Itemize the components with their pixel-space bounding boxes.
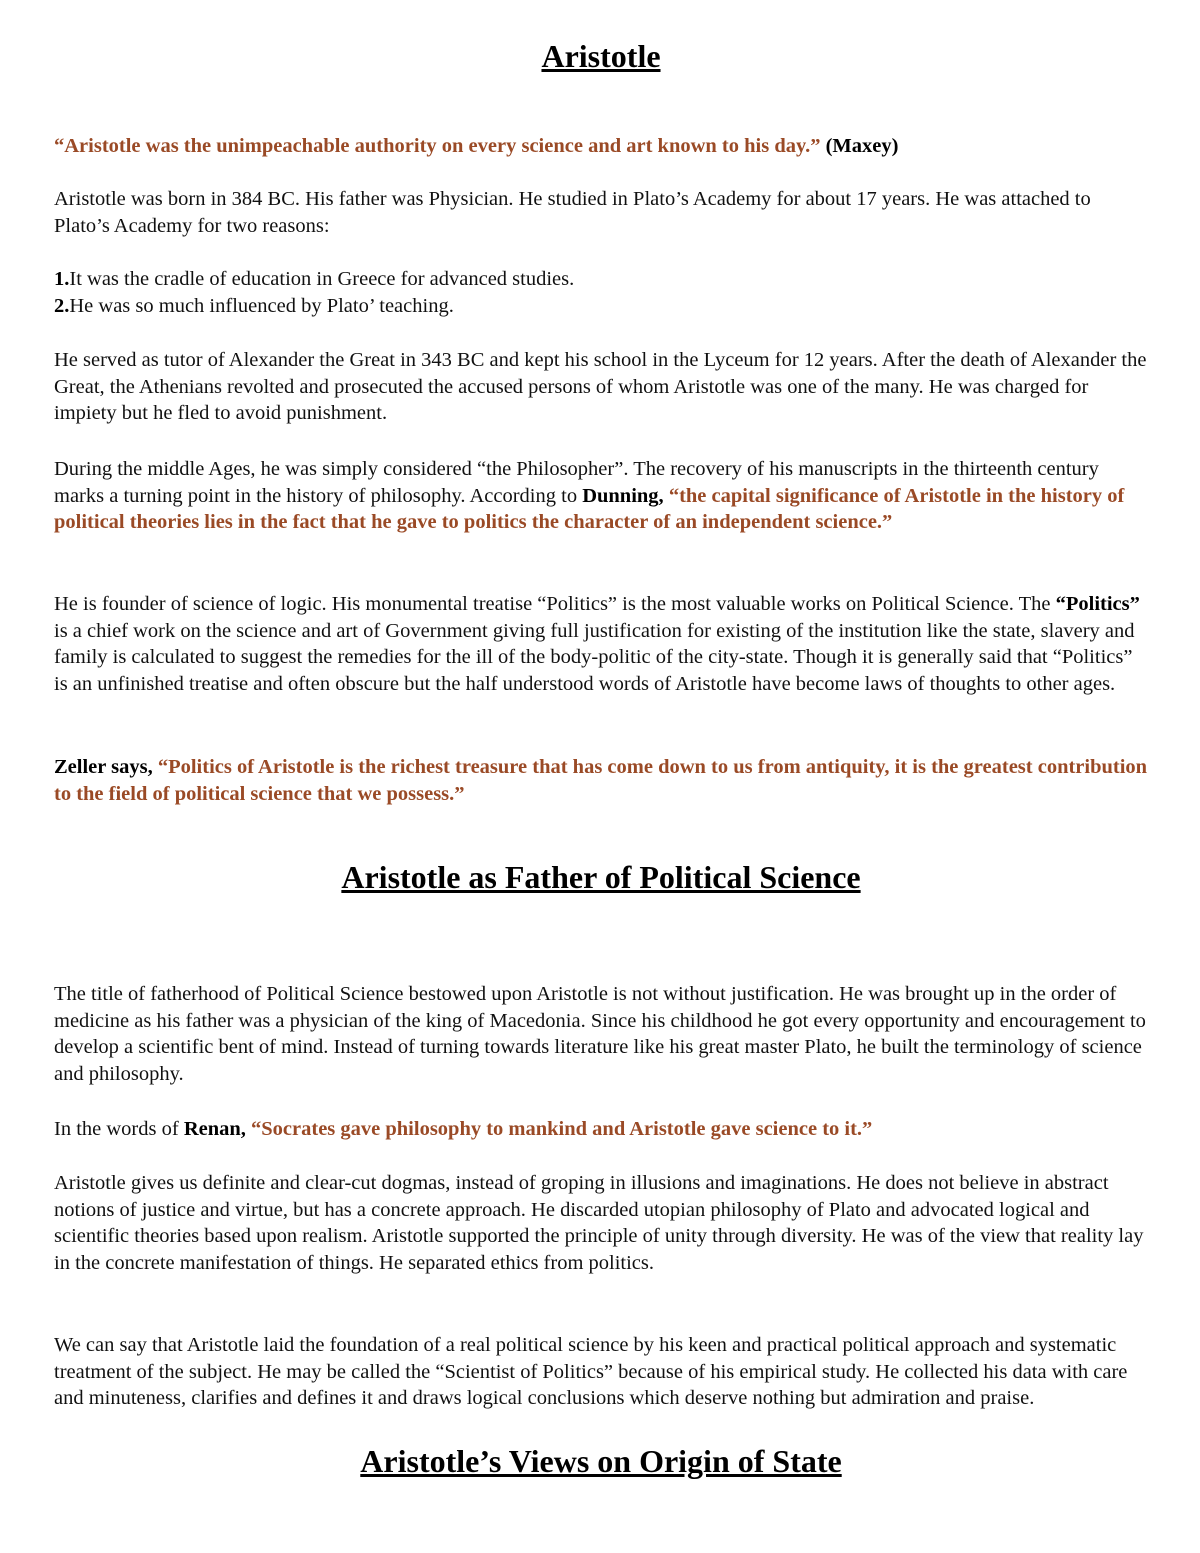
- foundation-paragraph: We can say that Aristotle laid the foundation of a real political science by his keen and practical political approach and systematic treatment of the subject. He may be called the “Scientist of Politics” because of his empirical study. He collected his data with care and minuteness, clarifies and defines it and draws logical conclusions which deserve nothing but admiration and praise.: [54, 1334, 1128, 1409]
- zeller-paragraph: [54, 754, 1148, 807]
- politics-text-a: He is founder of science of logic. His monumental treatise “Politics” is the most valuable works on Political Science. The: [54, 593, 1056, 615]
- reason-number: 2.: [54, 294, 70, 317]
- renan-name: Renan,: [183, 1118, 246, 1140]
- middle-ages-text: During the middle Ages, he was simply considered “the Philosopher”. The recovery of his manuscripts in the thirteenth century marks a turning point in the history of philosophy. According to: [54, 458, 1099, 507]
- bio-paragraph: Aristotle was born in 384 BC. His father was Physician. He studied in Plato’s Academy for about 17 years. He was attached to Plato’s Academy for two reasons:: [54, 188, 1091, 237]
- middle-ages-paragraph: [54, 456, 1148, 536]
- father-paragraph: The title of fatherhood of Political Science bestowed upon Aristotle is not without justification. He was brought up in the order of medicine as his father was a physician of the king of Macedonia. Since his childhood he got every opportunity and encouragement to develop a scientific bent of mind. Instead of turning towards literature like his great master Plato, he built the terminology of science and philosophy.: [54, 983, 1146, 1085]
- maxey-quote: “Aristotle was the unimpeachable authority on every science and art known to his day.”: [54, 135, 821, 157]
- zeller-name: Zeller says,: [54, 756, 153, 778]
- reason-item: [54, 293, 1148, 320]
- politics-paragraph: [54, 591, 1148, 697]
- renan-prefix: In the words of: [54, 1118, 184, 1140]
- maxey-author: (Maxey): [825, 135, 899, 157]
- renan-quote: “Socrates gave philosophy to mankind and Aristotle gave science to it.”: [245, 1118, 873, 1140]
- dogmas-paragraph: Aristotle gives us definite and clear-cut dogmas, instead of groping in illusions and imaginations. He does not believe in abstract notions of justice and virtue, but has a concrete approach. He discarded utopian philosophy of Plato and advocated logical and scientific theories based upon realism. Aristotle supported the principle of unity through diversity. He was of the view that reality lay in the concrete manifestation of things. He separated ethics from politics.: [54, 1172, 1144, 1274]
- dunning-name: Dunning,: [582, 484, 664, 507]
- zeller-quote: “Politics of Aristotle is the richest treasure that has come down to us from antiquity, it is the greatest contribution to the field of political science that we possess.”: [54, 756, 1148, 805]
- page-title: Aristotle: [541, 38, 661, 74]
- reason-number: 1.: [54, 268, 70, 290]
- dunning-quote: “the capital significance of Aristotle in the history of political theories lies in the fact that he gave to politics the character of an independent science.”: [54, 484, 1125, 533]
- tutor-paragraph: He served as tutor of Alexander the Great in 343 BC and kept his school in the Lyceum for 12 years. After the death of Alexander the Great, the Athenians revolted and prosecuted the accused persons of whom Aristotle was one of the many. He was charged for impiety but he fled to avoid punishment.: [54, 349, 1147, 424]
- renan-paragraph: [54, 1116, 1148, 1143]
- reasons-list: [54, 266, 1148, 319]
- politics-bold: “Politics”: [1055, 593, 1140, 615]
- reason-text: He was so much influenced by Plato’ teaching.: [69, 294, 454, 317]
- section-heading-origin: Aristotle’s Views on Origin of State: [360, 1443, 842, 1479]
- politics-text-b: is a chief work on the science and art of Government giving full justification for existing of the institution like the state, slavery and family is calculated to suggest the remedies for the ill of the body-politic of the city-state. Though it is generally said that “Politics” is an unfinished treatise and often obscure but the half understood words of Aristotle have become laws of thoughts to other ages.: [54, 619, 1135, 695]
- maxey-quote-line: [54, 133, 1148, 160]
- reason-text: It was the cradle of education in Greece for advanced studies.: [69, 268, 575, 290]
- reason-item: [54, 266, 1148, 293]
- section-heading-father: Aristotle as Father of Political Science: [341, 859, 861, 895]
